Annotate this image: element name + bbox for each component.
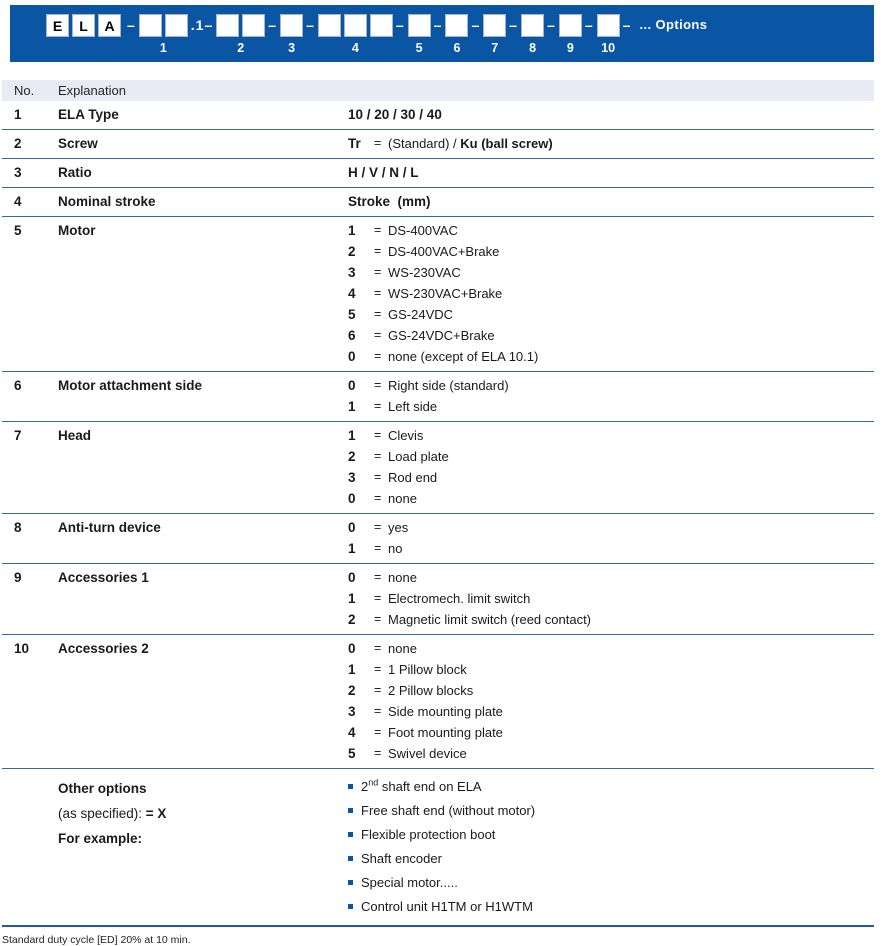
equals-sign: =: [374, 286, 382, 300]
bullet-square-icon: [348, 808, 353, 813]
bullet-item: [348, 777, 874, 796]
table-row: [2, 564, 874, 635]
code-box: [318, 14, 341, 37]
value-code: 1: [348, 591, 356, 606]
bullet-square-icon: [348, 880, 353, 885]
table-header-row: [2, 80, 874, 101]
equals-sign: =: [374, 591, 382, 605]
row-no: 10: [14, 641, 30, 656]
equals-sign: =: [374, 725, 382, 739]
value-code: 0: [348, 641, 356, 656]
code-dash: –: [433, 17, 443, 33]
bullet-item: [348, 897, 874, 916]
value-code: 6: [348, 328, 356, 343]
value-line: [348, 191, 874, 212]
code-group: [318, 14, 393, 55]
value-code: 3: [348, 265, 356, 280]
value-desc: WS-230VAC: [388, 265, 461, 280]
equals-sign: =: [374, 428, 382, 442]
row-no: 4: [14, 194, 22, 209]
table-row: [2, 159, 874, 188]
other-options-bullet-list: [348, 776, 874, 921]
bullet-square-icon: [348, 904, 353, 909]
code-group-number: 4: [351, 41, 359, 55]
other-options-no: [2, 776, 58, 921]
equals-sign: =: [374, 612, 382, 626]
code-dash: –: [509, 17, 519, 33]
value-line: [348, 325, 874, 346]
table-row: [2, 422, 874, 514]
other-options-label-part: (as specified):: [58, 806, 143, 821]
options-label: ... Options: [639, 17, 708, 32]
equals-sign: =: [374, 541, 382, 555]
row-label: Accessories 1: [58, 570, 149, 585]
code-group-number: 8: [529, 41, 537, 55]
value-line: [348, 104, 874, 125]
equals-sign: =: [374, 378, 382, 392]
bullet-text: Special motor.....: [361, 875, 458, 890]
equals-sign: =: [374, 399, 382, 413]
code-box: [280, 14, 303, 37]
row-values: [348, 638, 874, 764]
value-line: [348, 133, 874, 154]
value-line: [348, 588, 874, 609]
bullet-text: 2nd shaft end on ELA: [361, 777, 482, 794]
code-group-boxes: [216, 14, 265, 37]
code-group: [216, 14, 265, 55]
value-desc: GS-24VDC: [388, 307, 454, 322]
code-letter-box: A: [98, 14, 121, 37]
code-box: [165, 14, 188, 37]
code-box: [139, 14, 162, 37]
value-desc: DS-400VAC: [388, 223, 458, 238]
value-code: 0: [348, 520, 356, 535]
value-desc: 1 Pillow block: [388, 662, 467, 677]
bullet-item: [348, 873, 874, 892]
row-label: Head: [58, 428, 92, 443]
value-desc: yes: [388, 520, 409, 535]
code-group-boxes: [445, 14, 468, 37]
value-desc: [388, 133, 874, 154]
value-desc: Side mounting plate: [388, 704, 503, 719]
other-options-row: [2, 769, 874, 927]
equals-sign: =: [374, 265, 382, 279]
value-code: 0: [348, 570, 356, 585]
row-values: [348, 375, 874, 417]
value-code: 1: [348, 399, 356, 414]
row-values: [348, 567, 874, 630]
code-letter-box: L: [72, 14, 95, 37]
code-group: [139, 14, 188, 55]
value-desc: Load plate: [388, 449, 449, 464]
value-line: [348, 680, 874, 701]
value-desc-part: (Standard) /: [388, 136, 461, 151]
value-text: H / V / N / L: [348, 165, 419, 180]
code-box: [559, 14, 582, 37]
bullet-square-icon: [348, 784, 353, 789]
code-dash: –: [306, 17, 315, 33]
value-line: [348, 220, 874, 241]
value-code: 2: [348, 244, 356, 259]
code-box: [445, 14, 468, 37]
equals-sign: =: [374, 570, 382, 584]
equals-sign: =: [374, 244, 382, 258]
value-desc: 2 Pillow blocks: [388, 683, 474, 698]
value-desc: Right side (standard): [388, 378, 509, 393]
row-no: 1: [14, 107, 22, 122]
value-code: 0: [348, 491, 356, 506]
superscript-text: nd: [368, 777, 379, 788]
bullet-square-icon: [348, 832, 353, 837]
table-row: [2, 372, 874, 422]
code-group: [521, 14, 544, 55]
code-group-boxes: [139, 14, 188, 37]
footer-note: Standard duty cycle [ED] 20% at 10 min.: [2, 934, 191, 946]
value-code: 2: [348, 683, 356, 698]
value-line: [348, 701, 874, 722]
value-line: [348, 609, 874, 630]
code-dash: –: [622, 17, 632, 33]
value-desc: Electromech. limit switch: [388, 591, 531, 606]
row-label: Nominal stroke: [58, 194, 156, 209]
other-options-label-part: = X: [142, 806, 167, 821]
row-label: Ratio: [58, 165, 92, 180]
bullet-item: [348, 849, 874, 868]
equals-sign: =: [374, 307, 382, 321]
code-letter-box: E: [46, 14, 69, 37]
row-values: [348, 220, 874, 367]
equals-sign: =: [374, 683, 382, 697]
equals-sign: =: [374, 449, 382, 463]
bullet-text: Control unit H1TM or H1WTM: [361, 899, 533, 914]
ordering-code-bar: [10, 5, 874, 62]
code-box: [370, 14, 393, 37]
bullet-text: Free shaft end (without motor): [361, 803, 536, 818]
value-code: 5: [348, 307, 356, 322]
code-group-number: 2: [237, 41, 245, 55]
table-row: [2, 188, 874, 217]
row-values: [348, 517, 874, 559]
code-group-boxes: [521, 14, 544, 37]
value-code: 4: [348, 725, 356, 740]
value-line: [348, 241, 874, 262]
row-label: Anti-turn device: [58, 520, 161, 535]
bullet-text: Flexible protection boot: [361, 827, 496, 842]
equals-sign: =: [374, 136, 382, 150]
col-no-header: No.: [14, 83, 35, 98]
value-line: [348, 262, 874, 283]
value-code: 1: [348, 428, 356, 443]
table-row: [2, 217, 874, 372]
value-code: 1: [348, 662, 356, 677]
code-box: [521, 14, 544, 37]
row-no: 7: [14, 428, 22, 443]
value-desc: Rod end: [388, 470, 438, 485]
code-box: [597, 14, 620, 37]
value-line: [348, 722, 874, 743]
equals-sign: =: [374, 223, 382, 237]
row-label: Screw: [58, 136, 98, 151]
value-line: [348, 375, 874, 396]
other-options-label-line: [58, 776, 348, 801]
value-line: [348, 396, 874, 417]
row-values: [348, 425, 874, 509]
equals-sign: =: [374, 491, 382, 505]
equals-sign: =: [374, 470, 382, 484]
code-dash: –: [471, 17, 481, 33]
bullet-item: [348, 825, 874, 844]
value-line: [348, 517, 874, 538]
value-desc: DS-400VAC+Brake: [388, 244, 500, 259]
row-label: ELA Type: [58, 107, 119, 122]
equals-sign: =: [374, 662, 382, 676]
table-body: [2, 101, 874, 769]
value-code: 5: [348, 746, 356, 761]
row-no: 8: [14, 520, 22, 535]
code-dash: .1–: [190, 17, 214, 33]
code-group: [408, 14, 431, 55]
code-group-number: 5: [415, 41, 423, 55]
code-dash: –: [127, 17, 136, 33]
value-code: 3: [348, 470, 356, 485]
value-desc: none (except of ELA 10.1): [388, 349, 539, 364]
code-dash: –: [395, 17, 405, 33]
value-line: [348, 346, 874, 367]
row-values: [348, 104, 874, 125]
col-explanation-header: Explanation: [58, 83, 126, 98]
equals-sign: =: [374, 704, 382, 718]
code-group-boxes: [408, 14, 431, 37]
table-row: [2, 130, 874, 159]
value-line: [348, 567, 874, 588]
row-label: Accessories 2: [58, 641, 149, 656]
code-group-boxes: [559, 14, 582, 37]
row-no: 6: [14, 378, 22, 393]
value-desc: GS-24VDC+Brake: [388, 328, 495, 343]
equals-sign: =: [374, 328, 382, 342]
code-group-number: 7: [491, 41, 499, 55]
other-options-label-line: [58, 801, 348, 826]
code-group: [559, 14, 582, 55]
value-code: 1: [348, 223, 356, 238]
code-group-number: 10: [601, 41, 616, 55]
value-line: [348, 638, 874, 659]
value-code: 2: [348, 449, 356, 464]
code-group: [280, 14, 303, 55]
table-row: [2, 101, 874, 130]
code-dash: –: [584, 17, 594, 33]
value-desc: none: [388, 491, 417, 506]
value-desc: Left side: [388, 399, 438, 414]
value-line: [348, 162, 874, 183]
value-desc: no: [388, 541, 403, 556]
value-desc: Foot mounting plate: [388, 725, 503, 740]
bullet-item: [348, 801, 874, 820]
bullet-square-icon: [348, 856, 353, 861]
code-group-number: 9: [566, 41, 574, 55]
row-no: 5: [14, 223, 22, 238]
table-row: [2, 514, 874, 564]
other-options-label: [58, 776, 348, 921]
value-code: 1: [348, 541, 356, 556]
value-code: 3: [348, 704, 356, 719]
row-no: 3: [14, 165, 22, 180]
value-code: Tr: [348, 136, 361, 151]
value-line: [348, 538, 874, 559]
equals-sign: =: [374, 349, 382, 363]
code-group-boxes: [280, 14, 303, 37]
row-values: [348, 191, 874, 212]
row-no: 2: [14, 136, 22, 151]
code-group-boxes: [318, 14, 393, 37]
other-options-label-part: For example:: [58, 831, 143, 846]
code-box: [344, 14, 367, 37]
code-group: [445, 14, 468, 55]
value-line: [348, 467, 874, 488]
value-text: Stroke (mm): [348, 194, 431, 209]
value-code: 2: [348, 612, 356, 627]
code-group-number: 3: [288, 41, 296, 55]
code-group-boxes: [597, 14, 620, 37]
value-line: [348, 659, 874, 680]
value-desc: none: [388, 570, 417, 585]
row-label: Motor: [58, 223, 96, 238]
code-box: [216, 14, 239, 37]
code-box: [483, 14, 506, 37]
code-dash: –: [547, 17, 556, 33]
value-desc: Swivel device: [388, 746, 467, 761]
value-desc-part: Ku (ball screw): [460, 136, 553, 151]
value-line: [348, 304, 874, 325]
value-line: [348, 488, 874, 509]
value-line: [348, 446, 874, 467]
row-values: [348, 162, 874, 183]
code-group-number: 1: [159, 41, 167, 55]
equals-sign: =: [374, 641, 382, 655]
table-row: [2, 635, 874, 769]
value-desc: none: [388, 641, 417, 656]
code-box: [408, 14, 431, 37]
ordering-table: [2, 80, 874, 927]
value-line: [348, 743, 874, 764]
value-desc: Magnetic limit switch (reed contact): [388, 612, 592, 627]
value-text: 10 / 20 / 30 / 40: [348, 107, 442, 122]
code-group-number: 6: [453, 41, 461, 55]
row-values: [348, 133, 874, 154]
code-group-boxes: [483, 14, 506, 37]
value-code: 4: [348, 286, 356, 301]
row-no: 9: [14, 570, 22, 585]
code-row: [46, 14, 874, 55]
row-label: Motor attachment side: [58, 378, 203, 393]
value-desc: WS-230VAC+Brake: [388, 286, 503, 301]
code-group: [483, 14, 506, 55]
code-box: [242, 14, 265, 37]
value-line: [348, 283, 874, 304]
equals-sign: =: [374, 520, 382, 534]
bullet-text: Shaft encoder: [361, 851, 442, 866]
other-options-label-line: [58, 826, 348, 851]
value-desc: Clevis: [388, 428, 424, 443]
code-group: [597, 14, 620, 55]
other-options-label-part: Other options: [58, 781, 147, 796]
value-line: [348, 425, 874, 446]
code-dash: –: [268, 17, 278, 33]
value-code: 0: [348, 349, 356, 364]
equals-sign: =: [374, 746, 382, 760]
value-code: 0: [348, 378, 356, 393]
